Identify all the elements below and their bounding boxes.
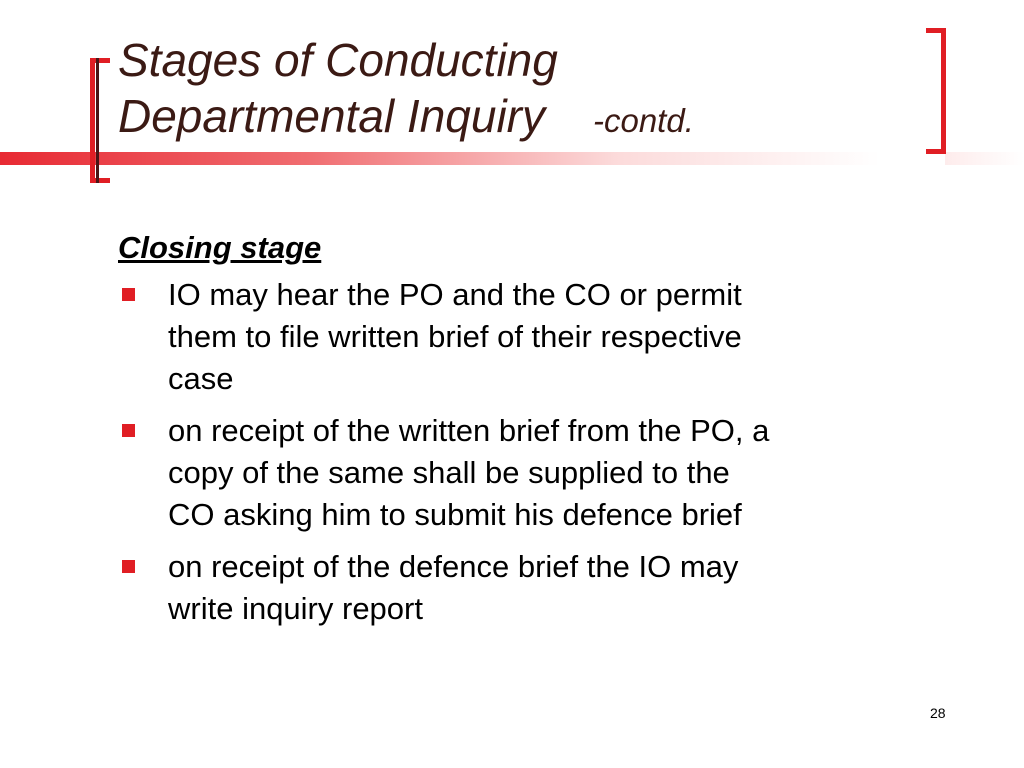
bullet-text-line: copy of the same shall be supplied to the — [168, 455, 730, 490]
slide-body — [118, 228, 958, 640]
bullet-text-line: write inquiry report — [168, 591, 423, 626]
title-accent-band-fade — [945, 152, 1024, 165]
bullet-text-line: on receipt of the defence brief the IO may — [168, 549, 739, 584]
bullet-text-line: them to file written brief of their respective — [168, 319, 742, 354]
title-accent-band — [0, 152, 880, 165]
slide-title — [118, 32, 694, 149]
bullet-item — [118, 546, 958, 630]
right-bracket-decoration — [926, 28, 946, 154]
title-line-2: Departmental Inquiry — [118, 90, 545, 142]
page-number: 28 — [930, 705, 946, 721]
title-line-1: Stages of Conducting — [118, 34, 558, 86]
bullet-text-line: case — [168, 361, 234, 396]
left-bracket-decoration — [90, 58, 110, 183]
square-bullet-icon — [122, 288, 135, 301]
section-subheading: Closing stage — [118, 230, 322, 265]
bullet-list — [118, 274, 958, 630]
left-bracket-shadow — [96, 58, 99, 183]
bullet-item — [118, 410, 958, 536]
square-bullet-icon — [122, 424, 135, 437]
title-suffix: -contd. — [592, 102, 694, 139]
bullet-text-line: IO may hear the PO and the CO or permit — [168, 277, 742, 312]
bullet-text-line: on receipt of the written brief from the PO, a — [168, 413, 770, 448]
bullet-text-line: CO asking him to submit his defence brief — [168, 497, 742, 532]
square-bullet-icon — [122, 560, 135, 573]
bullet-item — [118, 274, 958, 400]
